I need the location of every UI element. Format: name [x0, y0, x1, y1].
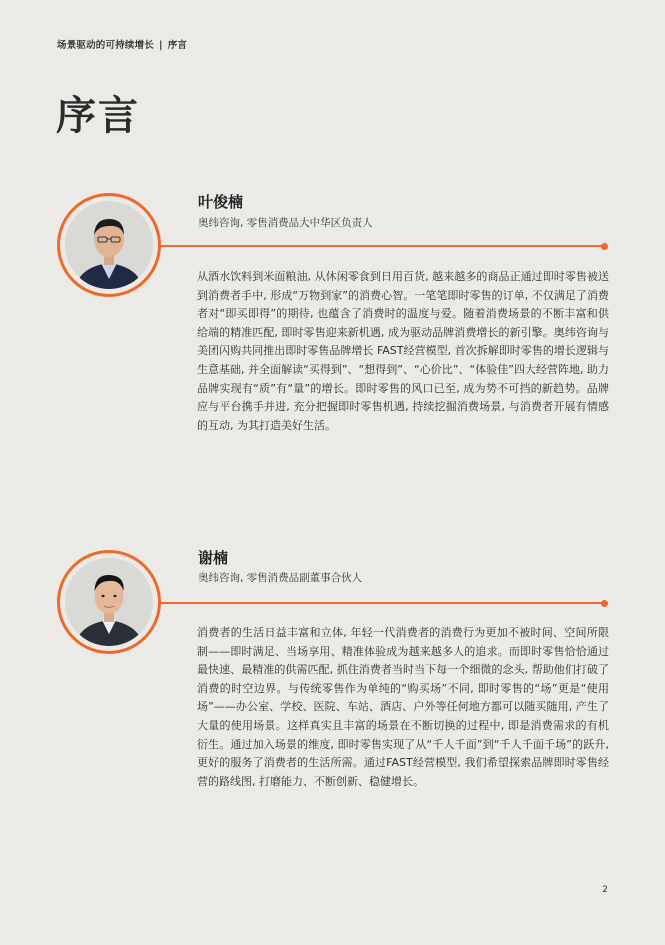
- avatar: [65, 201, 153, 289]
- page-number: 2: [602, 885, 608, 895]
- running-header: [57, 37, 187, 51]
- portrait-image: [65, 558, 153, 646]
- person-name: 叶俊楠: [198, 193, 244, 211]
- header-separator: |: [159, 40, 163, 51]
- connector-line: [160, 245, 603, 247]
- header-section: 场景驱动的可持续增长: [57, 40, 155, 51]
- person-name: 谢楠: [198, 549, 229, 567]
- connector-line: [160, 602, 603, 604]
- connector-dot: [601, 600, 608, 607]
- portrait-image: [65, 201, 153, 289]
- page-title: 序言: [56, 93, 140, 139]
- person-role: 奥纬咨询, 零售消费品副董事合伙人: [198, 572, 363, 584]
- connector-dot: [601, 243, 608, 250]
- header-chapter: 序言: [167, 40, 188, 51]
- avatar-ring: [57, 193, 161, 297]
- preface-paragraph: 从酒水饮料到米面粮油, 从休闲零食到日用百货, 越来越多的商品正通过即时零售被送到消费者手中, 形成“万物到家”的消费心智。一笔笔即时零售的订单, 不仅满足了消费者对“即买即得”的期待, 也蕴含了消费时的温度与爱。随着消费场景的不断丰富和供给端的精准匹配, 即时零售迎来新机遇, 成为驱动品牌消费增长的新引擎。奥纬咨询与美团闪购共同推出即时零售品牌增长 FAST经营模型, 首次拆解即时零售的增长逻辑与生意基础, 并全面解读“买得到”、“想得到”、“心价比”、“体验佳”四大经营阵地, 助力品牌实现有“质”有“量”的增长。即时零售的风口已至, 成为势不可挡的新趋势。品牌应与平台携手并进, 充分把握即时零售机遇, 持续挖掘消费场景, 与消费者开展有情感的互动, 为其打造美好生活。: [197, 270, 609, 432]
- preface-paragraph: 消费者的生活日益丰富和立体, 年轻一代消费者的消费行为更加不被时间、空间所限制——即时满足、当场享用、精准体验成为越来越多人的追求。而即时零售恰恰通过最快速、最精准的供需匹配, 抓住消费者当时当下每一个细微的念头, 帮助他们打破了消费的时空边界。与传统零售作为单纯的“购买场”不同, 即时零售的“场”更是“使用场”——办公室、学校、医院、车站、酒店、户外等任何地方都可以随买随用, 产生了大量的使用场景。这样真实且丰富的场景在不断切换的过程中, 即是消费需求的有机衍生。通过加入场景的维度, 即时零售实现了从“千人千面”到“千人千面千场”的跃升, 更好的服务了消费者的生活所需。通过FAST经营模型, 我们希望探索品牌即时零售经营的路线图, 打磨能力、不断创新、稳健增长。: [197, 626, 609, 788]
- person-role: 奥纬咨询, 零售消费品大中华区负责人: [198, 217, 373, 229]
- avatar-ring: [57, 550, 161, 654]
- avatar: [65, 558, 153, 646]
